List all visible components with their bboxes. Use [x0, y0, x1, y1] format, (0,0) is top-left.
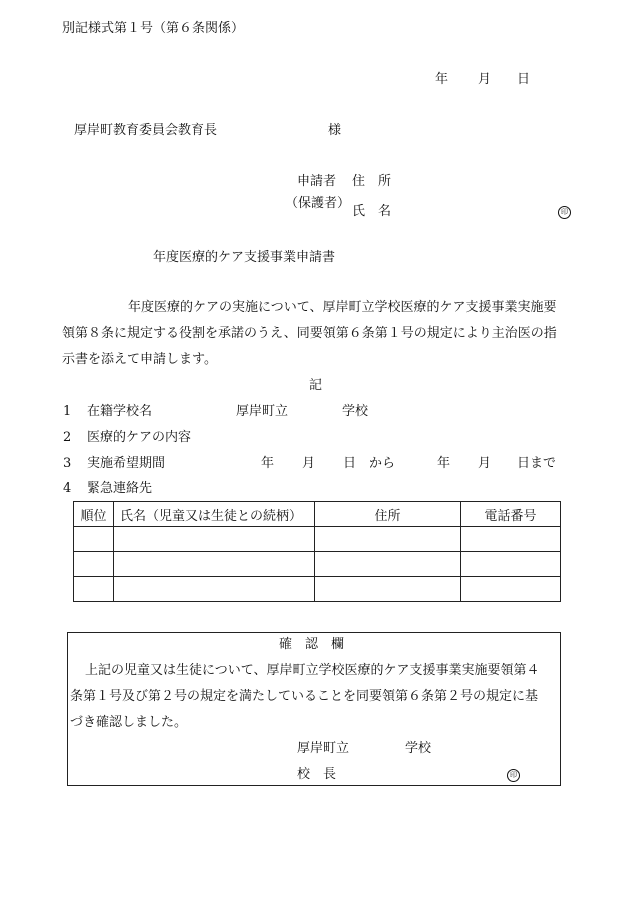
body-line-3: 示書を添えて申請します。 — [62, 352, 217, 367]
applicant-role: 申請者 — [297, 174, 337, 189]
item-1-school-prefix: 厚岸町立 — [236, 404, 289, 419]
item-3-day-1: 日 — [343, 456, 357, 471]
cell-address[interactable] — [315, 552, 461, 577]
table-header-row — [74, 502, 561, 527]
addressee-name: 厚岸町教育委員会教育長 — [74, 123, 218, 138]
header-name-relationship: 氏名（児童又は生徒との続柄） — [114, 502, 315, 527]
applicant-seal: 印 — [558, 206, 571, 219]
body-line-1: 年度医療的ケアの実施について、厚岸町立学校医療的ケア支援事業実施要 — [128, 300, 557, 315]
confirmation-line-1: 上記の児童又は生徒について、厚岸町立学校医療的ケア支援事業実施要領第４ — [85, 663, 540, 678]
cell-rank[interactable] — [74, 577, 114, 602]
applicant-address-label: 住 所 — [352, 174, 392, 189]
body-line-2: 領第８条に規定する役割を承諾のうえ、同要領第６条第１号の規定により主治医の指 — [62, 326, 557, 341]
item-2-label: 医療的ケアの内容 — [87, 430, 192, 445]
principal-label: 校 長 — [297, 767, 337, 782]
date-month-label: 月 — [478, 72, 492, 87]
table-row — [74, 552, 561, 577]
item-1-school-suffix: 学校 — [342, 404, 369, 419]
cell-address[interactable] — [315, 577, 461, 602]
cell-rank[interactable] — [74, 552, 114, 577]
confirmation-title: 確 認 欄 — [279, 637, 345, 652]
table-row — [74, 527, 561, 552]
form-number: 別記様式第１号（第６条関係） — [62, 21, 245, 36]
principal-seal: 印 — [507, 769, 520, 782]
cell-address[interactable] — [315, 527, 461, 552]
cell-name[interactable] — [114, 527, 315, 552]
item-3-year-1: 年 — [261, 456, 275, 471]
date-day-label: 日 — [517, 72, 531, 87]
cell-phone[interactable] — [461, 527, 561, 552]
confirmation-school-suffix: 学校 — [405, 741, 432, 756]
table-row — [74, 577, 561, 602]
item-3-month-2: 月 — [478, 456, 492, 471]
item-3-label: 実施希望期間 — [87, 456, 166, 471]
emergency-contact-table — [73, 501, 561, 602]
cell-name[interactable] — [114, 577, 315, 602]
item-3-year-2: 年 — [437, 456, 451, 471]
document-title: 年度医療的ケア支援事業申請書 — [153, 250, 336, 265]
item-3-number: 3 — [63, 456, 72, 471]
confirmation-line-2: 条第１号及び第２号の規定を満たしていることを同要領第６条第２号の規定に基 — [70, 689, 539, 704]
item-3-from: から — [369, 456, 396, 471]
cell-name[interactable] — [114, 552, 315, 577]
header-phone: 電話番号 — [461, 502, 561, 527]
cell-rank[interactable] — [74, 527, 114, 552]
ki-heading: 記 — [309, 378, 323, 393]
header-address: 住所 — [315, 502, 461, 527]
confirmation-school-prefix: 厚岸町立 — [297, 741, 350, 756]
confirmation-box — [67, 632, 561, 786]
confirmation-line-3: づき確認しました。 — [70, 715, 188, 730]
cell-phone[interactable] — [461, 552, 561, 577]
date-year-label: 年 — [435, 72, 449, 87]
addressee-honorific: 様 — [328, 123, 342, 138]
item-3-day-2: 日まで — [517, 456, 557, 471]
cell-phone[interactable] — [461, 577, 561, 602]
item-4-number: 4 — [63, 481, 72, 496]
item-3-month-1: 月 — [302, 456, 316, 471]
item-1-label: 在籍学校名 — [87, 404, 153, 419]
item-1-number: 1 — [63, 404, 72, 419]
item-2-number: 2 — [63, 430, 72, 445]
applicant-name-label: 氏 名 — [352, 204, 392, 219]
header-rank: 順位 — [74, 502, 114, 527]
item-4-label: 緊急連絡先 — [87, 481, 153, 496]
applicant-role-sub: （保護者） — [285, 196, 351, 211]
